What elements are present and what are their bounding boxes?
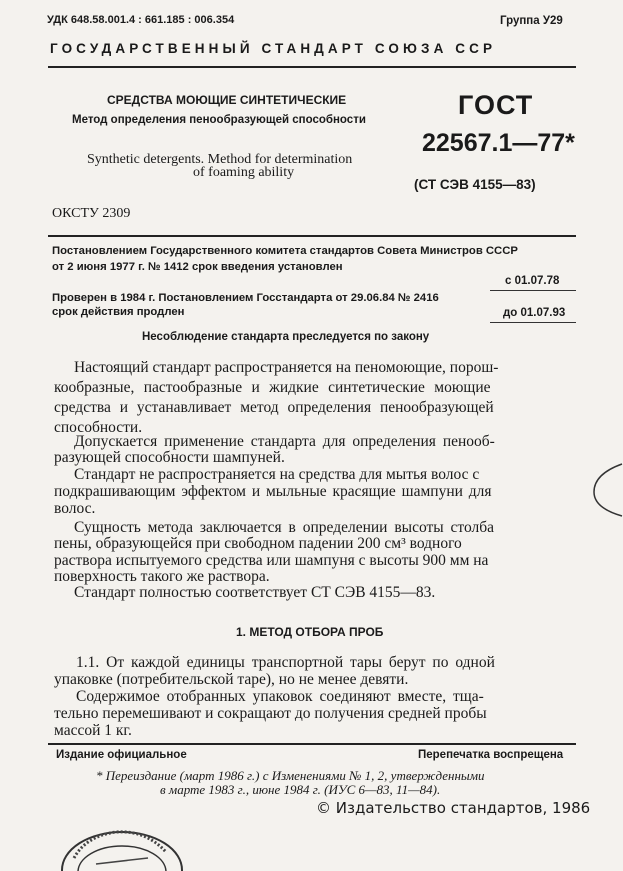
- title-divider: [48, 235, 576, 237]
- section1-p2-l1: Содержимое отобранных упаковок соединяют вместе, тща-: [76, 688, 484, 705]
- intro-p1-l1: Настоящий стандарт распространяется на пеномоющие, порош-: [74, 359, 499, 376]
- st-sev-code: (СТ СЭВ 4155—83): [414, 177, 536, 192]
- udk-code: УДК 648.58.001.4 : 661.185 : 006.354: [47, 14, 235, 26]
- title-ru-main: СРЕДСТВА МОЮЩИЕ СИНТЕТИЧЕСКИЕ: [107, 93, 347, 107]
- reissue-note-l2: в марте 1983 г., июне 1984 г. (ИУС 6—83, 11—84).: [160, 782, 441, 797]
- intro-p4-l1: Сущность метода заключается в определении высоты столба: [74, 519, 495, 536]
- publisher-copyright: © Издательство стандартов, 1986: [316, 799, 591, 817]
- gost-number: 22567.1—77*: [422, 129, 575, 157]
- decree-line2: от 2 июня 1977 г. № 1412 срок введения установлен: [52, 261, 343, 273]
- intro-p3-l3: волос.: [54, 500, 96, 517]
- reissue-note-l1: * Переиздание (март 1986 г.) с Изменениями № 1, 2, утвержденными: [96, 768, 485, 783]
- title-en-line2: of foaming ability: [193, 165, 295, 180]
- prosecution-notice: Несоблюдение стандарта преследуется по закону: [142, 331, 430, 343]
- group-code: Группа У29: [500, 15, 563, 27]
- section1-p2-l2: тельно перемешивают и сокращают до получения средней пробы: [54, 705, 487, 722]
- state-standard-banner: ГОСУДАРСТВЕННЫЙ СТАНДАРТ СОЮЗА ССР: [50, 41, 497, 56]
- intro-p4-l3: раствора испытуемого средства или шампуня с высоты 900 мм на: [54, 552, 489, 569]
- reprint-prohibited: Перепечатка воспрещена: [418, 749, 564, 761]
- check-line1: Проверен в 1984 г. Постановлением Госстандарта от 29.06.84 № 2416: [52, 292, 439, 304]
- library-stamp: [56, 818, 186, 871]
- intro-p4-l2: пены, образующейся при свободном падении 200 см³ водного: [54, 535, 462, 552]
- intro-p1-l4: способности.: [54, 419, 143, 436]
- margin-mark: [588, 462, 623, 520]
- date-introduced: с 01.07.78: [505, 275, 560, 287]
- intro-p1-l2: кообразные, пастообразные и жидкие синтетические моющие: [54, 379, 491, 396]
- date-underline-2: [490, 322, 576, 323]
- section1-p1-l1: 1.1. От каждой единицы транспортной тары берут по одной: [76, 654, 495, 671]
- footer-divider: [48, 743, 576, 745]
- section1-p2-l3: массой 1 кг.: [54, 722, 132, 739]
- date-valid-until: до 01.07.93: [503, 307, 566, 319]
- intro-p4-l4: поверхность такого же раствора.: [54, 568, 270, 585]
- gost-label: ГОСТ: [458, 90, 534, 120]
- check-line2: срок действия продлен: [52, 306, 185, 318]
- header-divider: [48, 66, 576, 68]
- section1-p1-l2: упаковке (потребительской таре), но не менее девяти.: [54, 671, 409, 688]
- intro-p3-l1: Стандарт не распространяется на средства для мытья волос с: [74, 466, 480, 483]
- title-ru-sub: Метод определения пенообразующей способности: [72, 114, 366, 126]
- title-en-line1: Synthetic detergents. Method for determination: [87, 152, 353, 167]
- intro-p5-l1: Стандарт полностью соответствует СТ СЭВ 4155—83.: [74, 584, 436, 601]
- decree-line1: Постановлением Государственного комитета стандартов Совета Министров СССР: [52, 245, 518, 257]
- section-heading: 1. МЕТОД ОТБОРА ПРОБ: [236, 625, 384, 639]
- official-edition: Издание официальное: [56, 749, 187, 761]
- intro-p1-l3: средства и устанавливает метод определения пенообразующей: [54, 399, 494, 416]
- intro-p2-l2: разующей способности шампуней.: [54, 449, 285, 466]
- intro-p3-l2: подкрашивающим эффектом и мыльные красящие шампуни для: [54, 483, 492, 500]
- okstu-code: ОКСТУ 2309: [52, 206, 131, 221]
- date-underline-1: [490, 290, 576, 291]
- intro-p2-l1: Допускается применение стандарта для определения пенооб-: [74, 433, 495, 450]
